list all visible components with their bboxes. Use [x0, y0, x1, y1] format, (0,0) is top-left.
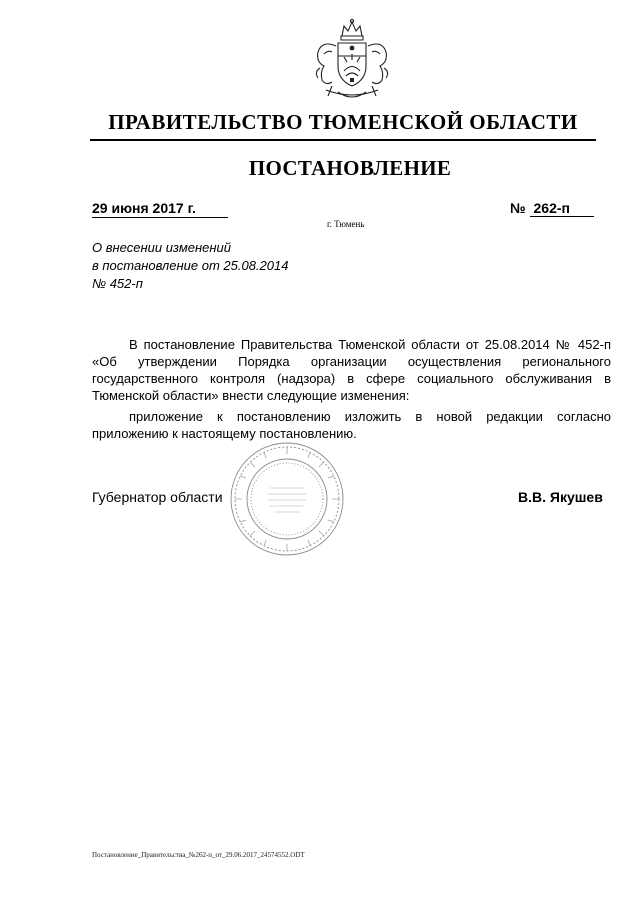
signatory-role: Губернатор области: [92, 489, 223, 505]
document-date: 29 июня 2017 г.: [92, 200, 228, 218]
number-value: 262-п: [530, 200, 594, 217]
coat-of-arms-icon: [308, 16, 396, 106]
signatory-name: В.В. Якушев: [518, 489, 603, 505]
government-name: ПРАВИТЕЛЬСТВО ТЮМЕНСКОЙ ОБЛАСТИ: [90, 110, 596, 141]
body-paragraph: приложение к постановлению изложить в новой редакции согласно приложению к настоящему постановлению.: [92, 409, 611, 441]
city: г. Тюмень: [327, 219, 365, 229]
document-number: [510, 200, 594, 217]
official-seal-icon: [228, 440, 346, 558]
subject-line: № 452-п: [92, 276, 143, 291]
body-paragraph: В постановление Правительства Тюменской области от 25.08.2014 № 452-п «Об утверждении Порядка организации осуществления регионального государственного контроля (надзора) в сфере социального обслуживания в Тюменской области» внести следующие изменения:: [92, 337, 611, 403]
number-prefix: №: [510, 200, 526, 216]
subject-line: О внесении изменений: [92, 240, 231, 255]
footer-file-name: Постановление_Правительства_№262-п_от_29.06.2017_24574552.ODT: [92, 851, 305, 859]
document-subject: [92, 239, 392, 293]
document-type: ПОСТАНОВЛЕНИЕ: [248, 156, 452, 180]
subject-line: в постановление от 25.08.2014: [92, 258, 289, 273]
